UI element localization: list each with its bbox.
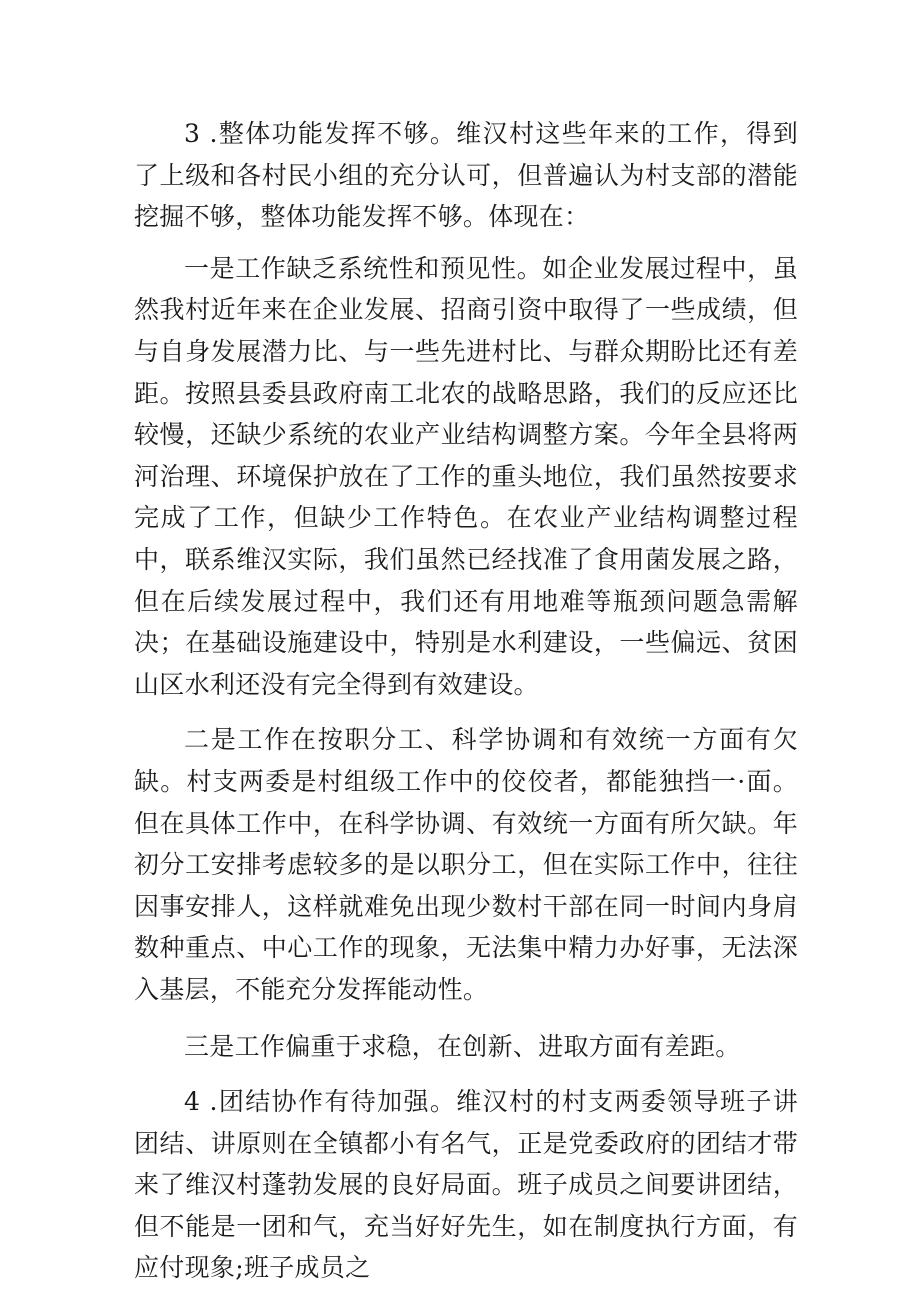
paragraph-unity-cooperation: 4 .团结协作有待加强。维汉村的村支两委领导班子讲团结、讲原则在全镇都小有名气，正是党委政府的团结才带来了维汉村蓬勃发展的良好局面。班子成员之间要讲团结，但不能是一团和气，充当好好先生，如在制度执行方面，有应付现象;班子成员之 <box>134 1087 798 1283</box>
paragraph-lack-of-system: 一是工作缺乏系统性和预见性。如企业发展过程中，虽然我村近年来在企业发展、招商引资中取得了一些成绩，但与自身发展潜力比、与一些先进村比、与群众期盼比还有差距。按照县委县政府南工北农的战略思路，我们的反应还比较慢，还缺少系统的农业产业结构调整方案。今年全县将两河治理、环境保护放在了工作的重头地位，我们虽然按要求完成了工作，但缺少工作特色。在农业产业结构调整过程中，联系维汉实际，我们虽然已经找准了食用菌发展之路，但在后续发展过程中，我们还有用地难等瓶颈问题急需解决；在基础设施建设中，特别是水利建设，一些偏远、贫困山区水利还没有完全得到有效建设。 <box>134 253 798 699</box>
paragraph-stability-focus: 三是工作偏重于求稳，在创新、进取方面有差距。 <box>184 1032 741 1062</box>
paragraph-division-of-work: 二是工作在按职分工、科学协调和有效统一方面有欠缺。村支两委是村组级工作中的佼佼者，都能独挡一·面。但在具体工作中，在科学协调、有效统一方面有所欠缺。年初分工安排考虑较多的是以职分工，但在实际工作中，往往因事安排人，这样就难免出现少数村干部在同一时间内身肩数种重点、中心工作的现象，无法集中精力办好事，无法深入基层，不能充分发挥能动性。 <box>134 725 798 1004</box>
paragraph-overall-function: 3 .整体功能发挥不够。维汉村这些年来的工作，得到了上级和各村民小组的充分认可，但普遍认为村支部的潜能挖掘不够，整体功能发挥不够。体现在： <box>134 119 798 232</box>
body-text <box>134 113 798 1289</box>
